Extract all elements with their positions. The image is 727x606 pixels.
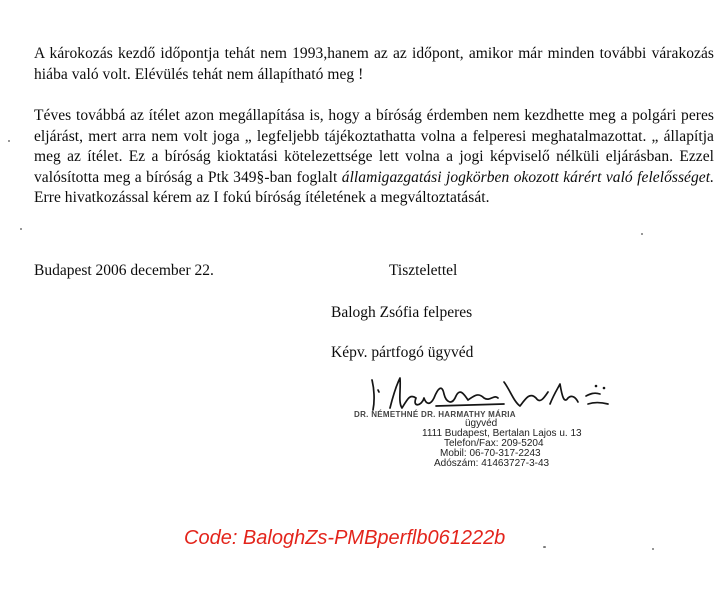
scan-speck	[20, 228, 22, 230]
stamp-address: 1111 Budapest, Bertalan Lajos u. 13	[422, 428, 582, 439]
scan-speck	[641, 233, 643, 235]
stamp-tax-number: Adószám: 41463727-3-43	[434, 458, 550, 469]
stamp-phone: Telefon/Fax: 209-5204	[444, 438, 544, 449]
stamp-mobile: Mobil: 06-70-317-2243	[440, 448, 541, 459]
place-date: Budapest 2006 december 22.	[34, 262, 214, 279]
paragraph-appeal	[34, 106, 714, 209]
stamp-lawyer-name: DR. NÉMETHNÉ DR. HARMATHY MÁRIA	[354, 410, 516, 419]
paragraph-limitation: A károkozás kezdő időpontja tehát nem 1993,hanem az az időpont, amikor már minden további várakozás hiába való volt. Elévülés tehát nem állapítható meg !	[34, 45, 714, 83]
greeting: Tisztelettel	[389, 262, 458, 279]
paragraph-appeal-closing: Erre hivatkozással kérem az I fokú bíróság ítéletének a megváltoztatását.	[34, 189, 490, 206]
plaintiff-name: Balogh Zsófia felperes	[331, 304, 473, 321]
scan-speck	[8, 140, 10, 142]
paragraph-appeal-italic: államigazgatási jogkörben okozott kárért való felelősséget.	[341, 168, 714, 186]
scan-speck	[652, 548, 654, 550]
handwritten-signature	[364, 368, 624, 416]
paragraph-appeal-text: Téves továbbá az ítélet azon megállapítása is, hogy a bíróság érdemben nem kezdhette meg a polgári peres eljárást, mert arra nem volt joga „ legfeljebb tájékoztathatta volna a felperesi meghatalmazottat. „ állapítja meg az ítélet. Ez a bíróság kioktatási kötelezettsége lett volna a jogi képviselő nélküli eljárásban. Ezzel valósította meg a bíróság a Ptk 349§-ban foglalt	[34, 107, 714, 186]
scan-speck	[543, 546, 546, 548]
lawyer-role: Képv. pártfogó ügyvéd	[331, 344, 474, 361]
document-code: Code: BaloghZs-PMBperflb061222b	[184, 527, 506, 549]
stamp-title: ügyvéd	[465, 418, 498, 429]
